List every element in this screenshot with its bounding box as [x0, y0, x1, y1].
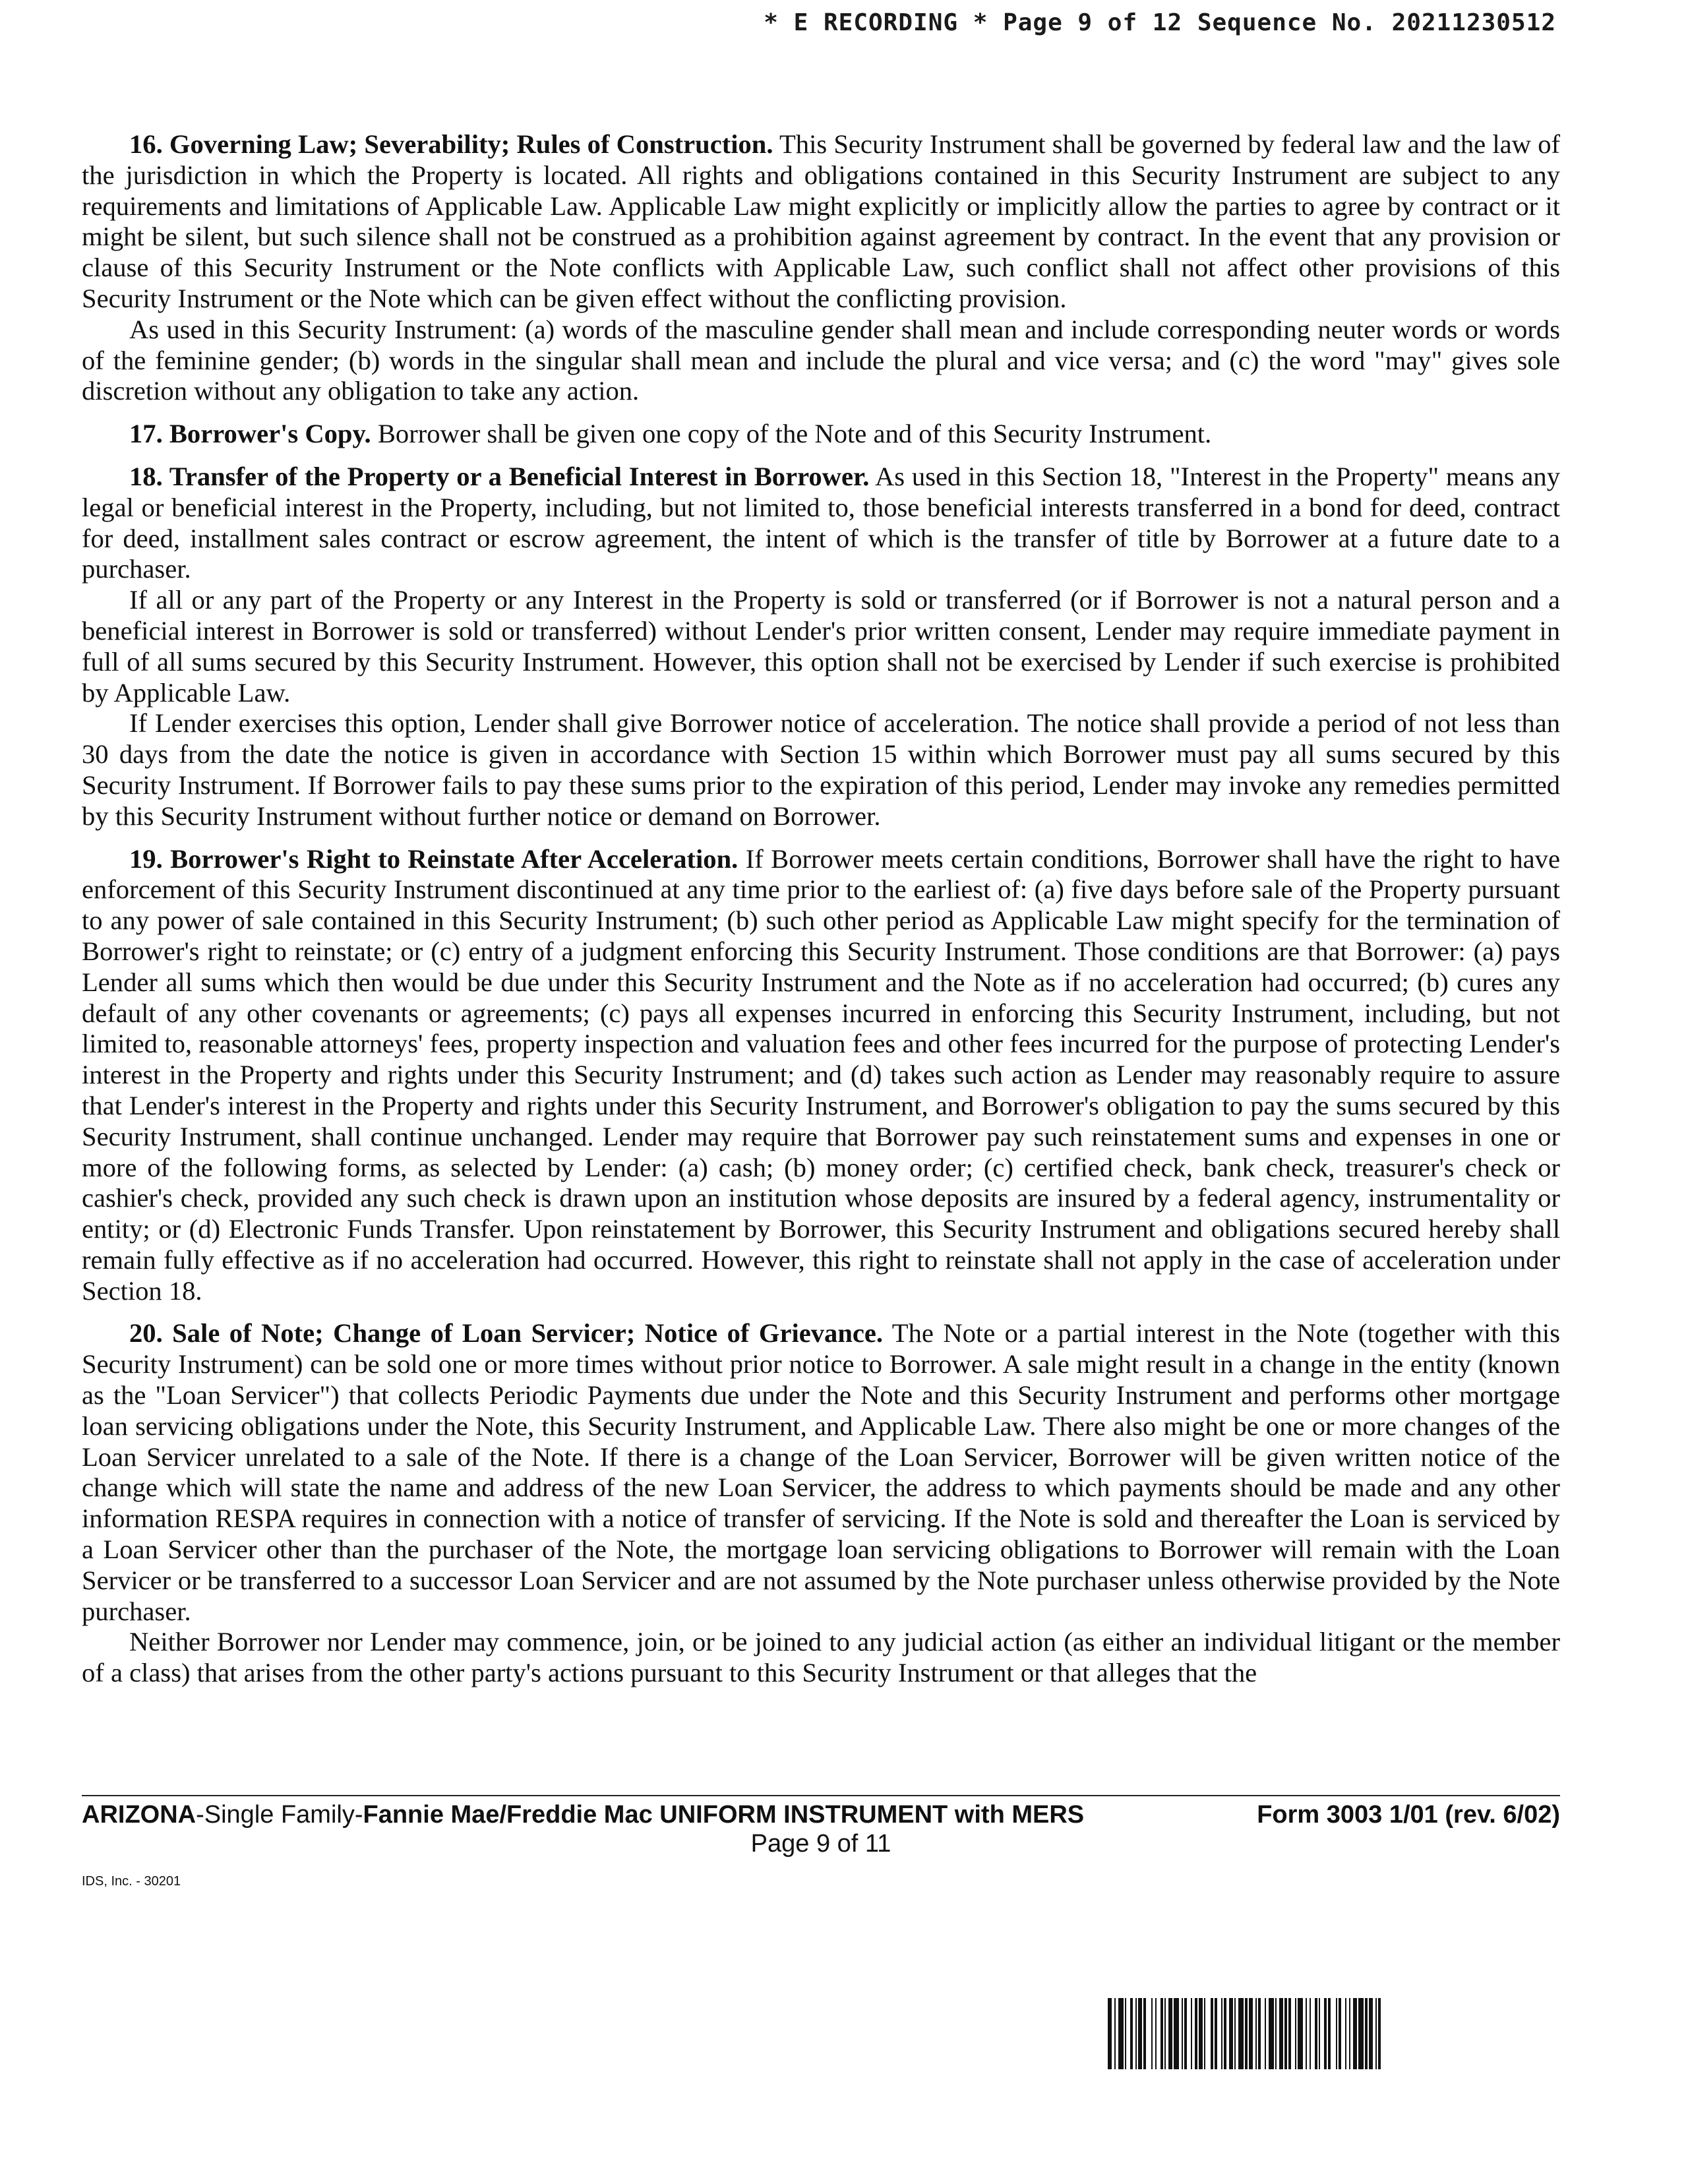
barcode-bar — [1265, 1998, 1266, 2069]
barcode-bar — [1324, 1998, 1327, 2069]
barcode-bar — [1336, 1998, 1337, 2069]
section-18-paragraph-3 — [82, 708, 1560, 832]
section-17-paragraph-1 — [82, 419, 1560, 450]
section-18-paragraph-2 — [82, 585, 1560, 708]
barcode-bar — [1249, 1998, 1253, 2069]
barcode-bar — [1138, 1998, 1142, 2069]
barcode-bar — [1182, 1998, 1183, 2069]
section-17-text-1: Borrower shall be given one copy of the Note and of this Security Instrument. — [371, 419, 1212, 449]
section-20-paragraph-2 — [82, 1627, 1560, 1689]
barcode-bar — [1245, 1998, 1248, 2069]
barcode-image — [1108, 1998, 1561, 2069]
footer-divider — [82, 1795, 1560, 1796]
barcode-bar — [1306, 1998, 1307, 2069]
section-16-paragraph-2 — [82, 315, 1560, 407]
barcode-bar — [1378, 1998, 1381, 2069]
barcode-bar — [1353, 1998, 1357, 2069]
footer-form-number: Form 3003 1/01 (rev. 6/02) — [1257, 1801, 1560, 1829]
barcode-bar — [1275, 1998, 1277, 2069]
barcode-bar — [1298, 1998, 1303, 2069]
footer-instrument-title — [82, 1800, 1084, 1829]
barcode-bar — [1160, 1998, 1163, 2069]
section-18-heading: 18. Transfer of the Property or a Beneficial Interest in Borrower. — [129, 461, 870, 491]
barcode-bar — [1195, 1998, 1197, 2069]
barcode-bar — [1339, 1998, 1341, 2069]
barcode-bar — [1135, 1998, 1137, 2069]
section-19-heading: 19. Borrower's Right to Reinstate After Acceleration. — [129, 843, 738, 874]
barcode-bar — [1269, 1998, 1274, 2069]
barcode-bar — [1143, 1998, 1146, 2069]
barcode-bar — [1310, 1998, 1311, 2069]
barcode-bar — [1229, 1998, 1233, 2069]
barcode-bar — [1358, 1998, 1364, 2069]
barcode-bar — [1234, 1998, 1236, 2069]
section-16-heading: 16. Governing Law; Severability; Rules of Construction. — [129, 129, 773, 159]
section-18-text-1: As used in this Section 18, "Interest in the Property" means any legal or beneficial interest in the Property, including, but not limited to, those beneficial interests transferred in a bond for deed, contract for deed, installment sales contract or escrow agreement, the intent of which is the transfer of title by Borrower at a future date to a purchaser. — [82, 461, 1560, 584]
barcode-bar — [1315, 1998, 1317, 2069]
section-16-paragraph-1 — [82, 129, 1560, 315]
recording-header: * E RECORDING * Page 9 of 12 Sequence No. 20211230512 — [764, 9, 1556, 36]
section-18-text-3: If Lender exercises this option, Lender shall give Borrower notice of acceleration. The notice shall provide a period of not less than 30 days from the date the notice is given in accordance with Section 15 within which Borrower must pay all sums secured by this Security Instrument. If Borrower fails to pay these sums prior to the expiration of this period, Lender may invoke any remedies permitted by this Security Instrument without further notice or demand on Borrower. — [82, 708, 1560, 831]
barcode-bar — [1199, 1998, 1203, 2069]
barcode-bar — [1130, 1998, 1133, 2069]
section-19-paragraph-1 — [82, 844, 1560, 1307]
section-20-paragraph-1 — [82, 1318, 1560, 1627]
barcode-bar — [1365, 1998, 1368, 2069]
barcode-bar — [1295, 1998, 1296, 2069]
section-16-text-2: As used in this Security Instrument: (a) words of the masculine gender shall mean and include corresponding neuter words or words of the feminine gender; (b) words in the singular shall mean and include the plural and vice versa; and (c) the word "may" gives sole discretion without any obligation to take any action. — [82, 314, 1560, 406]
document-body — [82, 129, 1560, 1689]
barcode-bar — [1319, 1998, 1320, 2069]
barcode-bar — [1288, 1998, 1291, 2069]
barcode-bar — [1221, 1998, 1222, 2069]
barcode-bar — [1108, 1998, 1112, 2069]
barcode-bar — [1164, 1998, 1166, 2069]
section-20-text-2: Neither Borrower nor Lender may commence, join, or be joined to any judicial action (as either an individual litigant or the member of a class) that arises from the other party's actions pursuant to this Security Instrument or that alleges that the — [82, 1627, 1560, 1688]
section-18-paragraph-1 — [82, 462, 1560, 585]
section-18-text-2: If all or any part of the Property or any Interest in the Property is sold or transferred (or if Borrower is not a natural person and a beneficial interest in Borrower is sold or transferred) without Lender's prior written consent, Lender may require immediate payment in full of all sums secured by this Security Instrument. However, this option shall not be exercised by Lender if such exercise is prohibited by Applicable Law. — [82, 585, 1560, 708]
footer-instrument: Fannie Mae/Freddie Mac UNIFORM INSTRUMENT with MERS — [363, 1801, 1085, 1829]
barcode-bar — [1369, 1998, 1373, 2069]
barcode-bar — [1258, 1998, 1261, 2069]
footer-state: ARIZONA — [82, 1801, 196, 1829]
barcode-bar — [1284, 1998, 1287, 2069]
barcode-bar — [1114, 1998, 1116, 2069]
section-19-text-1: If Borrower meets certain conditions, Borrower shall have the right to have enforcement of this Security Instrument discontinued at any time prior to the earliest of: (a) five days before sale of the Property pursuant to any power of sale contained in this Security Instrument; (b) such other period as Applicable Law might specify for the termination of Borrower's right to reinstate; or (c) entry of a judgment enforcing this Security Instrument. Those conditions are that Borrower: (a) pays Lender all sums which then would be due under this Security Instrument and the Note as if no acceleration had occurred; (b) cures any default of any other covenants or agreements; (c) pays all expenses incurred in enforcing this Security Instrument, including, but not limited to, reasonable attorneys' fees, property inspection and valuation fees and other fees incurred for the purpose of protecting Lender's interest in the Property and rights under this Security Instrument; and (d) takes such action as Lender may reasonably require to assure that Lender's interest in the Property and rights under this Security Instrument, and Borrower's obligation to pay the sums secured by this Security Instrument, shall continue unchanged. Lender may require that Borrower pay such reinstatement sums and expenses in one or more of the following forms, as selected by Lender: (a) cash; (b) money order; (c) certified check, bank check, treasurer's check or cashier's check, provided any such check is drawn upon an institution whose deposits are insured by a federal agency, instrumentality or entity; or (d) Electronic Funds Transfer. Upon reinstatement by Borrower, this Security Instrument and obligations secured hereby shall remain fully effective as if no acceleration had occurred. However, this right to reinstate shall not apply in the case of acceleration under Section 18. — [82, 843, 1560, 1306]
barcode-bar — [1211, 1998, 1213, 2069]
barcode-bar — [1168, 1998, 1172, 2069]
section-17-heading: 17. Borrower's Copy. — [129, 419, 371, 449]
barcode-bar — [1215, 1998, 1217, 2069]
barcode-bar — [1151, 1998, 1153, 2069]
barcode-bar — [1118, 1998, 1124, 2069]
barcode-bar — [1184, 1998, 1187, 2069]
barcode-bar — [1349, 1998, 1350, 2069]
footer-family-type: -Single Family- — [196, 1801, 363, 1829]
barcode-bar — [1255, 1998, 1257, 2069]
barcode-bar — [1155, 1998, 1157, 2069]
barcode-bar — [1375, 1998, 1377, 2069]
section-20-text-1: The Note or a partial interest in the Note (together with this Security Instrument) can be sold one or more times without prior notice to Borrower. A sale might result in a change in the entity (known as the "Loan Servicer") that collects Periodic Payments due under the Note and this Security Instrument and performs other mortgage loan servicing obligations under the Note, this Security Instrument, and Applicable Law. There also might be one or more changes of the Loan Servicer unrelated to a sale of the Note. If there is a change of the Loan Servicer, Borrower will be given written notice of the change which will state the name and address of the new Loan Servicer, the address to which payments should be made and any other information RESPA requires in connection with a notice of transfer of servicing. If the Note is sold and thereafter the Loan is serviced by a Loan Servicer other than the purchaser of the Note, the mortgage loan servicing obligations to Borrower will remain with the Loan Servicer or be transferred to a successor Loan Servicer and are not assumed by the Note purchaser unless otherwise provided by the Note purchaser. — [82, 1318, 1560, 1626]
barcode-bar — [1125, 1998, 1126, 2069]
section-16-text-1: This Security Instrument shall be governed by federal law and the law of the jurisdiction in which the Property is located. All rights and obligations contained in this Security Instrument are subject to any requirements and limitations of Applicable Law. Applicable Law might explicitly or implicitly allow the parties to agree by contract or it might be silent, but such silence shall not be construed as a prohibition against agreement by contract. In the event that any provision or clause of this Security Instrument or the Note conflicts with Applicable Law, such conflict shall not affect other provisions of this Security Instrument or the Note which can be given effect without the conflicting provision. — [82, 129, 1560, 313]
barcode-bar — [1238, 1998, 1244, 2069]
footer-page-number: Page 9 of 11 — [750, 1830, 891, 1858]
footer-ids-code: IDS, Inc. - 30201 — [82, 1874, 181, 1889]
barcode-bar — [1279, 1998, 1283, 2069]
barcode-bar — [1174, 1998, 1179, 2069]
barcode-bar — [1204, 1998, 1205, 2069]
barcode-bar — [1191, 1998, 1192, 2069]
section-20-heading: 20. Sale of Note; Change of Loan Servicer; Notice of Grievance. — [129, 1318, 884, 1349]
barcode-bar — [1328, 1998, 1331, 2069]
barcode-bar — [1345, 1998, 1346, 2069]
barcode-bar — [1224, 1998, 1226, 2069]
